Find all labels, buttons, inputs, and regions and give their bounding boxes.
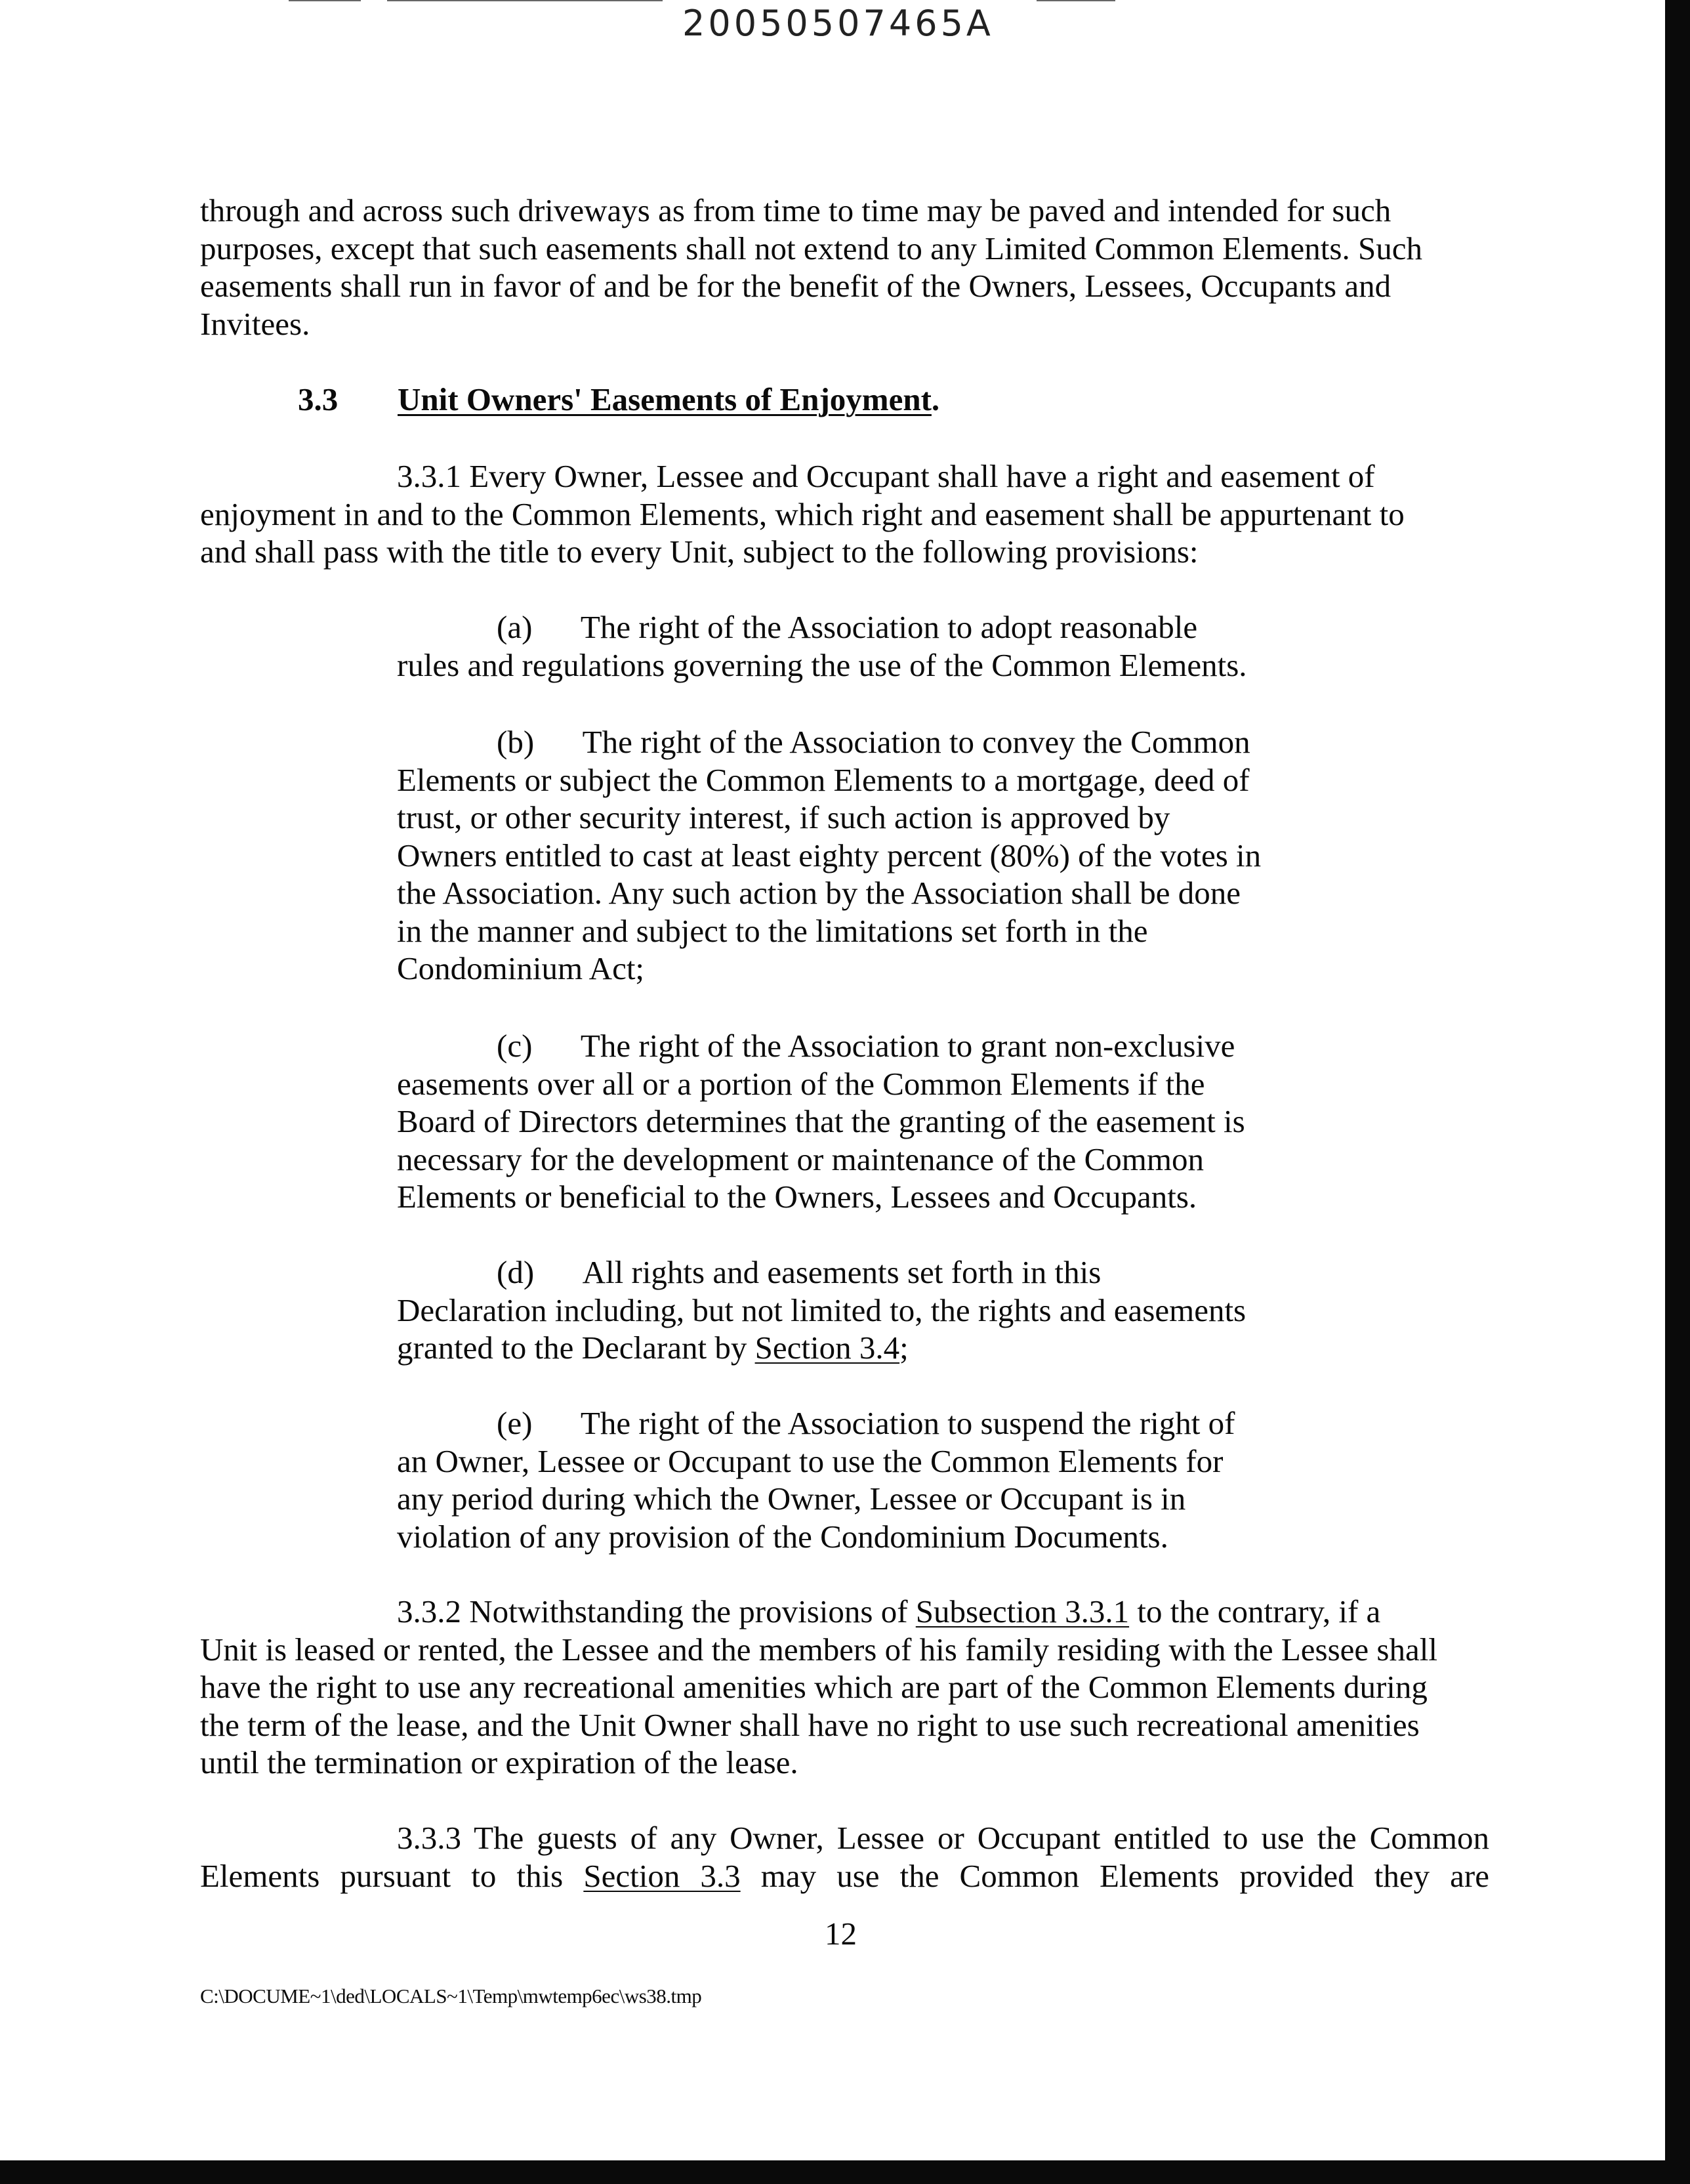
paragraph-text: to the contrary, if a [1129, 1593, 1381, 1629]
scan-artifact-line [387, 0, 663, 1]
provision-line: (e) The right of the Association to suspend the right of [497, 1405, 1235, 1441]
section-3-3-reference: Section 3.3 [583, 1857, 741, 1894]
scan-artifact-line [1037, 0, 1115, 1]
paragraph-3-3-2 [200, 1593, 1489, 1782]
subsection-3-3-1-reference: Subsection 3.3.1 [915, 1593, 1130, 1629]
provision-line: Elements or subject the Common Elements to a mortgage, deed of [397, 761, 1250, 798]
provision-line: easements over all or a portion of the Common Elements if the [397, 1065, 1205, 1102]
provision-line: (b) The right of the Association to convey the Common [497, 724, 1250, 760]
provision-text: granted to the Declarant by [397, 1330, 755, 1366]
section-title: Unit Owners' Easements of Enjoyment [398, 381, 932, 417]
paragraph-line: and shall pass with the title to every Unit, subject to the following provisions: [200, 534, 1199, 570]
paragraph-line: 3.3.3 The guests of any Owner, Lessee or Occupant entitled to use the Common [397, 1820, 1489, 1856]
paragraph-line: purposes, except that such easements shall not extend to any Limited Common Elements. Such [200, 230, 1422, 266]
document-number: 20050507465A [682, 3, 994, 44]
scan-border-right [1665, 0, 1690, 2184]
paragraph-line [200, 1857, 1489, 1895]
provision-line: Owners entitled to cast at least eighty percent (80%) of the votes in [397, 837, 1262, 873]
provision-c [397, 1027, 1289, 1216]
provision-line: Declaration including, but not limited to, the rights and easements [397, 1292, 1247, 1328]
provision-line: in the manner and subject to the limitations set forth in the [397, 912, 1148, 949]
paragraph-3-3-3 [200, 1819, 1489, 1895]
provision-text: ; [899, 1330, 909, 1366]
section-number: 3.3 [298, 381, 339, 417]
section-heading [298, 381, 939, 419]
provision-line: Condominium Act; [397, 950, 645, 986]
paragraph-text: may use the Common Elements provided they are [740, 1857, 1489, 1894]
paragraph-line: the term of the lease, and the Unit Owner shall have no right to use such recreational amenities [200, 1706, 1420, 1743]
provision-line: (c) The right of the Association to grant non-exclusive [497, 1028, 1235, 1064]
provision-line: necessary for the development or maintenance of the Common [397, 1141, 1205, 1177]
provision-line: Board of Directors determines that the granting of the easement is [397, 1103, 1245, 1139]
paragraph-line: Unit is leased or rented, the Lessee and the members of his family residing with the Lessee shall [200, 1631, 1437, 1668]
intro-paragraph [200, 192, 1489, 343]
provision-b [397, 723, 1289, 988]
paragraph-line: have the right to use any recreational amenities which are part of the Common Elements during [200, 1669, 1428, 1705]
paragraph-line [200, 1593, 1489, 1631]
paragraph-line: enjoyment in and to the Common Elements, which right and easement shall be appurtenant to [200, 495, 1405, 532]
provision-line: the Association. Any such action by the Association shall be done [397, 875, 1241, 911]
paragraph-line: easements shall run in favor of and be for the benefit of the Owners, Lessees, Occupants and [200, 268, 1391, 304]
scan-border-bottom [0, 2160, 1690, 2184]
paragraph-line: Invitees. [200, 305, 310, 342]
provision-line: rules and regulations governing the use of the Common Elements. [397, 646, 1247, 683]
section-title-punct: . [931, 381, 940, 417]
section-3-4-reference: Section 3.4 [754, 1330, 900, 1366]
footer-file-path: C:\DOCUME~1\ded\LOCALS~1\Temp\mwtemp6ec\ws38.tmp [200, 1984, 702, 2007]
provision-a [397, 608, 1289, 684]
provision-line: violation of any provision of the Condominium Documents. [397, 1518, 1168, 1555]
provision-line [397, 1329, 1289, 1367]
provision-line: trust, or other security interest, if such action is approved by [397, 799, 1170, 835]
provision-e [397, 1404, 1289, 1555]
paragraph-text: 3.3.2 Notwithstanding the provisions of [397, 1593, 916, 1629]
paragraph-text: Elements pursuant to this [200, 1857, 584, 1894]
scan-artifact-line [289, 0, 361, 1]
provision-line: (a) The right of the Association to adopt reasonable [497, 609, 1198, 645]
paragraph-line: through and across such driveways as from time to time may be paved and intended for such [200, 192, 1391, 228]
provision-line: any period during which the Owner, Lessee or Occupant is in [397, 1480, 1186, 1517]
page-number: 12 [825, 1916, 857, 1952]
paragraph-3-3-1 [200, 457, 1489, 571]
paragraph-line: 3.3.1 Every Owner, Lessee and Occupant shall have a right and easement of [397, 458, 1375, 494]
provision-line: Elements or beneficial to the Owners, Lessees and Occupants. [397, 1179, 1197, 1215]
provision-line: an Owner, Lessee or Occupant to use the Common Elements for [397, 1442, 1224, 1479]
provision-line: (d) All rights and easements set forth in this [497, 1254, 1102, 1290]
provision-d [397, 1253, 1289, 1367]
paragraph-line: until the termination or expiration of the lease. [200, 1744, 798, 1780]
